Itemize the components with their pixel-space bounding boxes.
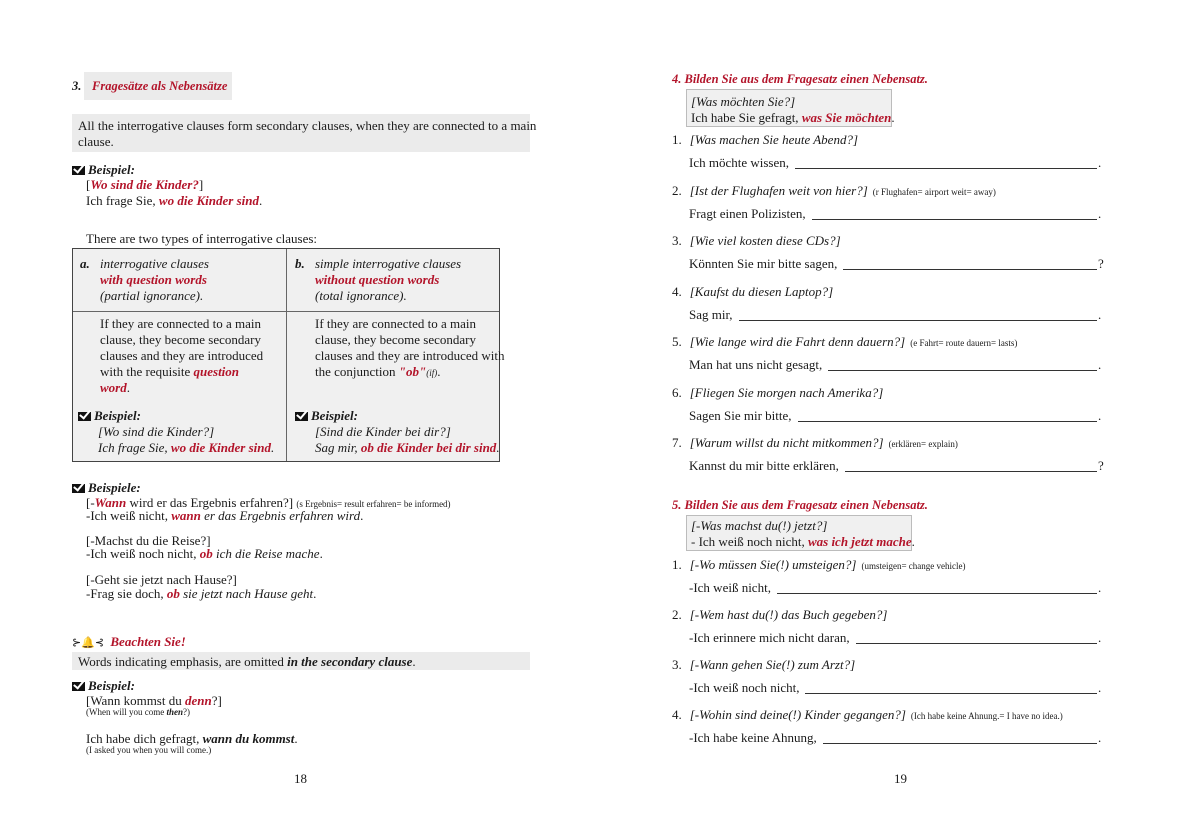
col-a-label: a. bbox=[80, 256, 90, 271]
item-number: 3. bbox=[672, 233, 682, 248]
item-question: [Warum willst du nicht mitkommen?] bbox=[689, 435, 884, 450]
text-red: wann bbox=[171, 508, 201, 523]
exercise-item-answer-prompt: Sag mir, bbox=[689, 306, 733, 322]
text-italic: er das Ergebnis erfahren wird bbox=[200, 508, 361, 523]
text-italic: sie jetzt nach Hause geht bbox=[179, 586, 314, 601]
answer-end-punctuation: . bbox=[1098, 306, 1102, 322]
col-b-example bbox=[295, 408, 500, 456]
col-a-example-a bbox=[78, 440, 274, 456]
text: . bbox=[437, 364, 441, 379]
text-red: question bbox=[193, 364, 240, 379]
answer-blank-line[interactable] bbox=[739, 320, 1097, 321]
col-b-example-heading bbox=[295, 408, 500, 424]
col-b-line3: (total ignorance). bbox=[315, 288, 407, 303]
checkmark-icon bbox=[72, 682, 85, 691]
text: . bbox=[360, 508, 364, 523]
item-vocab-note: (umsteigen= change vehicle) bbox=[861, 561, 966, 571]
examples2-heading bbox=[72, 480, 141, 496]
item-question: [Wie lange wird die Fahrt denn dauern?] bbox=[689, 334, 906, 349]
answer-end-punctuation: ? bbox=[1098, 458, 1104, 473]
example1-label: Beispiel: bbox=[88, 162, 135, 177]
text: . bbox=[891, 110, 895, 125]
intro-line-1: All the interrogative clauses form secondary clauses, when they are connected to a main bbox=[78, 118, 537, 133]
label: Beispiele: bbox=[88, 480, 141, 495]
item-question: [Was machen Sie heute Abend?] bbox=[689, 132, 859, 147]
answer-end-punctuation: ? bbox=[1098, 256, 1104, 271]
exercise-item-question bbox=[672, 607, 892, 623]
text-red: "ob" bbox=[398, 364, 427, 379]
col-b-body2: clause, they become secondary bbox=[315, 332, 476, 347]
text-bold: wann du kommst bbox=[202, 731, 295, 746]
item-number: 2. bbox=[672, 182, 682, 198]
answer-blank-line[interactable] bbox=[798, 421, 1097, 422]
text: Sag mir, bbox=[315, 440, 361, 455]
types-intro: There are two types of interrogative clauses: bbox=[86, 231, 318, 246]
col-b-body3: clauses and they are introduced with bbox=[315, 348, 505, 363]
col-a-body bbox=[100, 316, 263, 396]
item-question: [-Wohin sind deine(!) Kinder gegangen?] bbox=[689, 707, 906, 722]
text: [- bbox=[86, 495, 95, 510]
page-number-left: 18 bbox=[294, 771, 307, 786]
text: . bbox=[294, 731, 298, 746]
exercise-item-answer-prompt: Fragt einen Polizisten, bbox=[689, 205, 806, 221]
note-line bbox=[78, 654, 416, 670]
exercise-item-answer-prompt: Ich möchte wissen, bbox=[689, 155, 790, 170]
col-a-body5 bbox=[100, 380, 263, 396]
text: . bbox=[496, 440, 500, 455]
exercise-item-answer-prompt: Könnten Sie mir bitte sagen, bbox=[689, 256, 838, 271]
text: . bbox=[911, 534, 915, 549]
section-number: 3. bbox=[72, 79, 82, 93]
exercise4-model-q: [Was möchten Sie?] bbox=[691, 94, 796, 109]
col-b-body1: If they are connected to a main bbox=[315, 316, 476, 331]
item-vocab-note: (r Flughafen= airport weit= away) bbox=[872, 186, 996, 197]
col-a-example bbox=[78, 408, 274, 456]
examples2-q2: [-Machst du die Reise?] bbox=[86, 533, 211, 548]
text: Ich habe Sie gefragt, bbox=[691, 110, 802, 125]
exercise5-title: 5. Bilden Sie aus dem Fragesatz einen Nebensatz. bbox=[672, 498, 928, 512]
item-question: [Kaufst du diesen Laptop?] bbox=[689, 283, 834, 299]
example3-a-translation: (I asked you when you will come.) bbox=[86, 745, 212, 755]
examples2-a3 bbox=[86, 586, 316, 602]
text: ?) bbox=[183, 707, 190, 717]
text: Ich habe dich gefragt, bbox=[86, 731, 203, 746]
answer-blank-line[interactable] bbox=[777, 593, 1097, 594]
exercise-item-answer-prompt: Sagen Sie mir bitte, bbox=[689, 407, 792, 423]
col-a-body1: If they are connected to a main bbox=[100, 316, 261, 331]
item-question: [Fliegen Sie morgen nach Amerika?] bbox=[689, 384, 884, 400]
example1-answer bbox=[86, 193, 262, 209]
checkmark-icon bbox=[78, 412, 91, 421]
item-question: [Wie viel kosten diese CDs?] bbox=[689, 233, 841, 248]
col-b-body4 bbox=[315, 364, 505, 381]
section-title: Fragesätze als Nebensätze bbox=[92, 79, 228, 93]
text: Ich frage Sie, bbox=[98, 440, 171, 455]
example1-heading bbox=[72, 162, 135, 178]
bell-icon: ⊱🔔⊰ bbox=[72, 636, 105, 649]
item-number: 1. bbox=[672, 132, 682, 147]
label: Beispiel: bbox=[94, 408, 141, 423]
exercise-item-question bbox=[672, 657, 860, 673]
checkmark-icon bbox=[295, 412, 308, 421]
checkmark-icon bbox=[72, 166, 85, 175]
page-number-right: 19 bbox=[894, 771, 907, 786]
example3-heading bbox=[72, 678, 135, 694]
exercise-item-question bbox=[672, 284, 838, 300]
text: with the requisite bbox=[100, 364, 194, 379]
intro-line-2: clause. bbox=[78, 134, 114, 149]
col-a-body4 bbox=[100, 364, 263, 380]
note-title: Beachten Sie! bbox=[110, 634, 186, 649]
text: . bbox=[270, 440, 275, 455]
text: Words indicating emphasis, are omitted bbox=[78, 654, 288, 669]
table-divider-vertical bbox=[286, 249, 287, 461]
answer-blank-line[interactable] bbox=[823, 743, 1097, 744]
text: [Wann kommst du bbox=[86, 693, 185, 708]
col-a-body3: clauses and they are introduced bbox=[100, 348, 264, 363]
answer-end-punctuation: . bbox=[1098, 155, 1102, 170]
text-red: denn bbox=[184, 693, 212, 708]
vocab-note: (s Ergebnis= result erfahren= be informed) bbox=[296, 499, 451, 509]
answer-end-punctuation: . bbox=[1098, 357, 1102, 372]
col-b-label: b. bbox=[295, 256, 305, 271]
col-b-line2: without question words bbox=[315, 272, 440, 287]
text: . bbox=[319, 546, 323, 561]
answer-end-punctuation: . bbox=[1098, 205, 1102, 221]
text-bold: then bbox=[166, 707, 183, 717]
answer-blank-line[interactable] bbox=[795, 168, 1097, 169]
exercise-item-answer-prompt: -Ich weiß nicht, bbox=[689, 580, 771, 595]
text-red: was ich jetzt mache bbox=[807, 534, 912, 549]
text-red: Wann bbox=[94, 495, 127, 510]
exercise4-title: 4. Bilden Sie aus dem Fragesatz einen Nebensatz. bbox=[672, 72, 928, 86]
col-a-line3: (partial ignorance). bbox=[100, 288, 204, 303]
exercise4-model-a bbox=[691, 110, 895, 126]
exercise-item-answer-prompt: Man hat uns nicht gesagt, bbox=[689, 357, 823, 372]
col-b-line1: simple interrogative clauses bbox=[315, 256, 462, 271]
text: . bbox=[412, 654, 416, 669]
item-number: 3. bbox=[672, 657, 682, 672]
example1-question bbox=[86, 177, 203, 193]
item-number: 4. bbox=[672, 707, 682, 722]
q-red: Wo sind die Kinder? bbox=[90, 177, 199, 192]
answer-end-punctuation: . bbox=[1098, 730, 1102, 745]
item-question: [-Wo müssen Sie(!) umsteigen?] bbox=[689, 557, 857, 572]
exercise5-model-q: [-Was machst du(!) jetzt?] bbox=[691, 518, 828, 533]
q-close: ] bbox=[198, 177, 204, 192]
text: -Frag sie doch, bbox=[86, 586, 167, 601]
item-vocab-note: (e Fahrt= route dauern= lasts) bbox=[910, 338, 1018, 348]
answer-blank-line[interactable] bbox=[828, 370, 1097, 371]
a-end: . bbox=[258, 193, 263, 208]
item-vocab-note: (erklären= explain) bbox=[888, 439, 958, 449]
text-red: ob die Kinder bei dir sind bbox=[360, 440, 497, 455]
exercise-item-question bbox=[672, 334, 1017, 350]
item-number: 7. bbox=[672, 435, 682, 450]
text-red: ob bbox=[199, 546, 213, 561]
text: wird er das Ergebnis erfahren?] bbox=[126, 495, 294, 510]
exercise-item-question bbox=[672, 557, 966, 573]
answer-end-punctuation: . bbox=[1098, 680, 1102, 695]
exercise-item-question bbox=[672, 385, 888, 401]
exercise-item-answer-prompt: -Ich weiß noch nicht, bbox=[689, 680, 800, 695]
exercise-item-question bbox=[672, 132, 863, 148]
answer-blank-line[interactable] bbox=[843, 269, 1097, 270]
text: . bbox=[313, 586, 317, 601]
item-number: 4. bbox=[672, 283, 682, 299]
answer-end-punctuation: . bbox=[1098, 407, 1102, 423]
note-heading bbox=[72, 634, 186, 650]
item-number: 6. bbox=[672, 384, 682, 400]
label: Beispiel: bbox=[88, 678, 135, 693]
text-bold: in the secondary clause bbox=[287, 654, 413, 669]
examples2-q3: [-Geht sie jetzt nach Hause?] bbox=[86, 572, 237, 587]
answer-end-punctuation: . bbox=[1098, 580, 1102, 595]
text: the conjunction bbox=[315, 364, 399, 379]
text: . bbox=[126, 380, 130, 395]
col-a-line2: with question words bbox=[100, 272, 207, 287]
answer-blank-line[interactable] bbox=[845, 471, 1097, 472]
text: - Ich weiß noch nicht, bbox=[691, 534, 808, 549]
exercise5-model-a bbox=[691, 534, 915, 550]
exercise-item-question bbox=[672, 233, 846, 249]
text: ?] bbox=[211, 693, 222, 708]
col-b-body bbox=[315, 316, 505, 381]
examples2-a1 bbox=[86, 508, 363, 524]
col-a-example-q: [Wo sind die Kinder?] bbox=[98, 424, 215, 439]
q-open: [ bbox=[86, 177, 91, 192]
answer-blank-line[interactable] bbox=[805, 693, 1097, 694]
checkmark-icon bbox=[72, 484, 85, 493]
col-a-line1: interrogative clauses bbox=[100, 256, 209, 271]
exercise-item-answer-prompt: -Ich habe keine Ahnung, bbox=[689, 730, 817, 745]
exercise-item-answer-prompt: Kannst du mir bitte erklären, bbox=[689, 458, 839, 473]
text-red: ob bbox=[166, 586, 180, 601]
col-b-example-q: [Sind die Kinder bei dir?] bbox=[315, 424, 451, 439]
item-number: 1. bbox=[672, 557, 682, 572]
label: Beispiel: bbox=[311, 408, 358, 423]
col-a-example-heading bbox=[78, 408, 274, 424]
text-italic: ich die Reise mache bbox=[212, 546, 320, 561]
a-plain: Ich frage Sie, bbox=[86, 193, 159, 208]
example3-q-translation bbox=[86, 707, 190, 717]
a-red: wo die Kinder sind bbox=[158, 193, 259, 208]
text: (When will you come bbox=[86, 707, 167, 717]
text-small: (if) bbox=[426, 368, 438, 378]
item-number: 5. bbox=[672, 334, 682, 349]
examples2-a2 bbox=[86, 546, 323, 562]
answer-blank-line[interactable] bbox=[812, 219, 1097, 220]
interrogative-types-table bbox=[72, 248, 505, 462]
item-question: [-Wem hast du(!) das Buch gegeben?] bbox=[689, 607, 888, 622]
exercise-item-question bbox=[672, 183, 996, 199]
right-page bbox=[600, 0, 1200, 829]
item-number: 2. bbox=[672, 607, 682, 622]
item-question: [-Wann gehen Sie(!) zum Arzt?] bbox=[689, 657, 856, 672]
col-b-example-a bbox=[295, 440, 500, 456]
text-red: was Sie möchten bbox=[801, 110, 892, 125]
text-red: wo die Kinder sind bbox=[170, 440, 271, 455]
text: -Ich weiß nicht, bbox=[86, 508, 172, 523]
text-red: word bbox=[100, 380, 127, 395]
answer-blank-line[interactable] bbox=[856, 643, 1097, 644]
exercise-item-answer-prompt: -Ich erinnere mich nicht daran, bbox=[689, 630, 850, 645]
item-vocab-note: (Ich habe keine Ahnung.= I have no idea.) bbox=[910, 711, 1063, 721]
exercise-item-question bbox=[672, 435, 958, 451]
col-a-body2: clause, they become secondary bbox=[100, 332, 261, 347]
item-question: [Ist der Flughafen weit von hier?] bbox=[689, 182, 868, 198]
text: -Ich weiß noch nicht, bbox=[86, 546, 200, 561]
exercise-item-question bbox=[672, 707, 1063, 723]
table-divider-horizontal bbox=[73, 311, 499, 312]
answer-end-punctuation: . bbox=[1098, 630, 1102, 645]
